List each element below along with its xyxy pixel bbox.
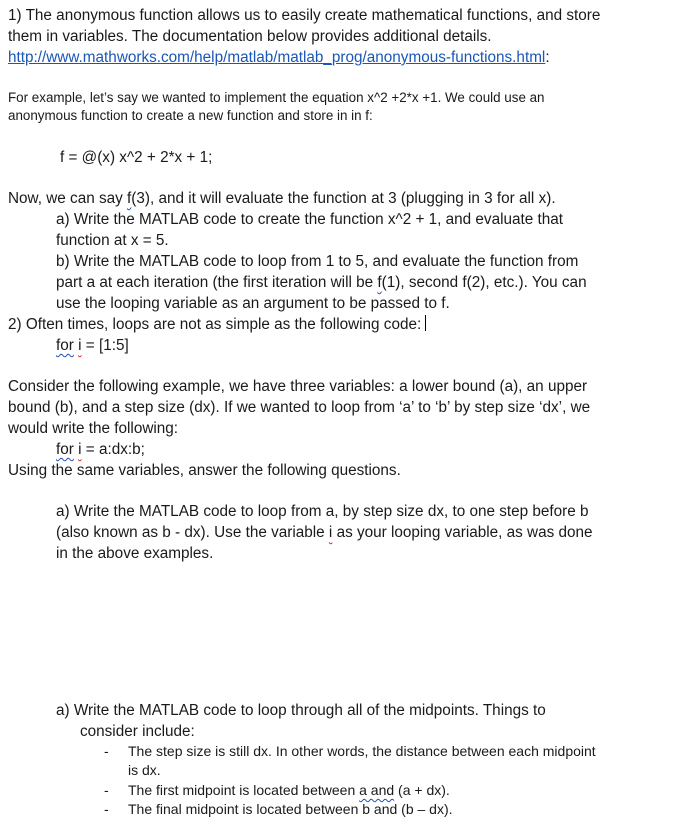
q2a2-line-2: consider include: xyxy=(80,723,195,740)
q1-line-1: 1) The anonymous function allows us to easily create mathematical functions, and store xyxy=(8,7,601,24)
doc-link-line xyxy=(8,48,550,68)
link-suffix: : xyxy=(545,49,550,66)
using-line: Using the same variables, answer the following questions. xyxy=(8,462,401,479)
example-line-1: For example, let’s say we wanted to implement the equation x^2 +2*x +1. We could use an xyxy=(8,90,545,105)
loop-var: i xyxy=(78,337,82,354)
now-f: f xyxy=(127,190,132,207)
q1b-line-1: b) Write the MATLAB code to loop from 1 to 5, and evaluate the function from xyxy=(56,253,579,270)
now-line xyxy=(8,189,556,209)
anon-function-code: f = @(x) x^2 + 2*x + 1; xyxy=(60,149,213,166)
q1a-line-2: function at x = 5. xyxy=(56,232,169,249)
example-line-2: anonymous function to create a new function and store in in f: xyxy=(8,108,373,123)
loop-var: i xyxy=(328,524,333,541)
bullet-dash: - xyxy=(104,801,109,817)
bullet-2 xyxy=(128,781,450,799)
for-range: = [1:5] xyxy=(81,337,129,354)
q2-intro: 2) Often times, loops are not as simple as the following code: xyxy=(8,316,422,333)
q2a-line-3: in the above examples. xyxy=(56,545,214,562)
consider-line-2: bound (b), and a step size (dx). If we wanted to loop from ‘a’ to ‘b’ by step size ‘dx’, we xyxy=(8,399,591,416)
for-code-2 xyxy=(56,440,145,460)
q2a2-line-1: a) Write the MATLAB code to loop through all of the midpoints. Things to xyxy=(56,702,546,719)
loop-var: i xyxy=(78,441,82,458)
bullet-2-pre: The first midpoint is located between xyxy=(128,782,360,798)
for-step-range: = a:dx:b; xyxy=(81,441,145,458)
q1b-post: (1), second f(2), etc.). You can xyxy=(381,274,587,291)
bullet-1-line-1: The step size is still dx. In other words, the distance between each midpoint xyxy=(128,743,596,759)
bullet-2-mark: a and xyxy=(359,782,395,798)
q1-line-2: them in variables. The documentation below provides additional details. xyxy=(8,28,492,45)
q2a-pre: (also known as b - dx). Use the variable xyxy=(56,524,329,541)
q1b-pre: part a at each iteration (the first iteration will be xyxy=(56,274,378,291)
bullet-dash: - xyxy=(104,782,109,798)
consider-line-1: Consider the following example, we have three variables: a lower bound (a), an upper xyxy=(8,378,588,395)
consider-line-3: would write the following: xyxy=(8,420,179,437)
q2a-post: as your looping variable, as was done xyxy=(332,524,593,541)
for-code-1 xyxy=(56,336,129,356)
q2-intro-line[interactable] xyxy=(8,315,426,335)
now-pre: Now, we can say xyxy=(8,190,128,207)
for-keyword: for xyxy=(56,337,74,354)
for-keyword: for xyxy=(56,441,74,458)
q2a-line-2 xyxy=(56,523,593,543)
bullet-2-post: (a + dx). xyxy=(394,782,450,798)
q1b-f: f xyxy=(377,274,382,291)
bullet-1-line-2: is dx. xyxy=(128,762,161,778)
q2a-line-1: a) Write the MATLAB code to loop from a, by step size dx, to one step before b xyxy=(56,503,589,520)
q1b-line-3: use the looping variable as an argument to be passed to f. xyxy=(56,295,450,312)
now-post: (3), and it will evaluate the function at 3 (plugging in 3 for all x). xyxy=(131,190,556,207)
documentation-link[interactable]: http://www.mathworks.com/help/matlab/matlab_prog/anonymous-functions.html xyxy=(8,49,546,66)
bullet-3: The final midpoint is located between b and (b – dx). xyxy=(128,801,453,817)
q1b-line-2 xyxy=(56,273,587,293)
text-cursor xyxy=(425,315,426,331)
bullet-dash: - xyxy=(104,743,109,759)
q1a-line-1: a) Write the MATLAB code to create the function x^2 + 1, and evaluate that xyxy=(56,211,564,228)
